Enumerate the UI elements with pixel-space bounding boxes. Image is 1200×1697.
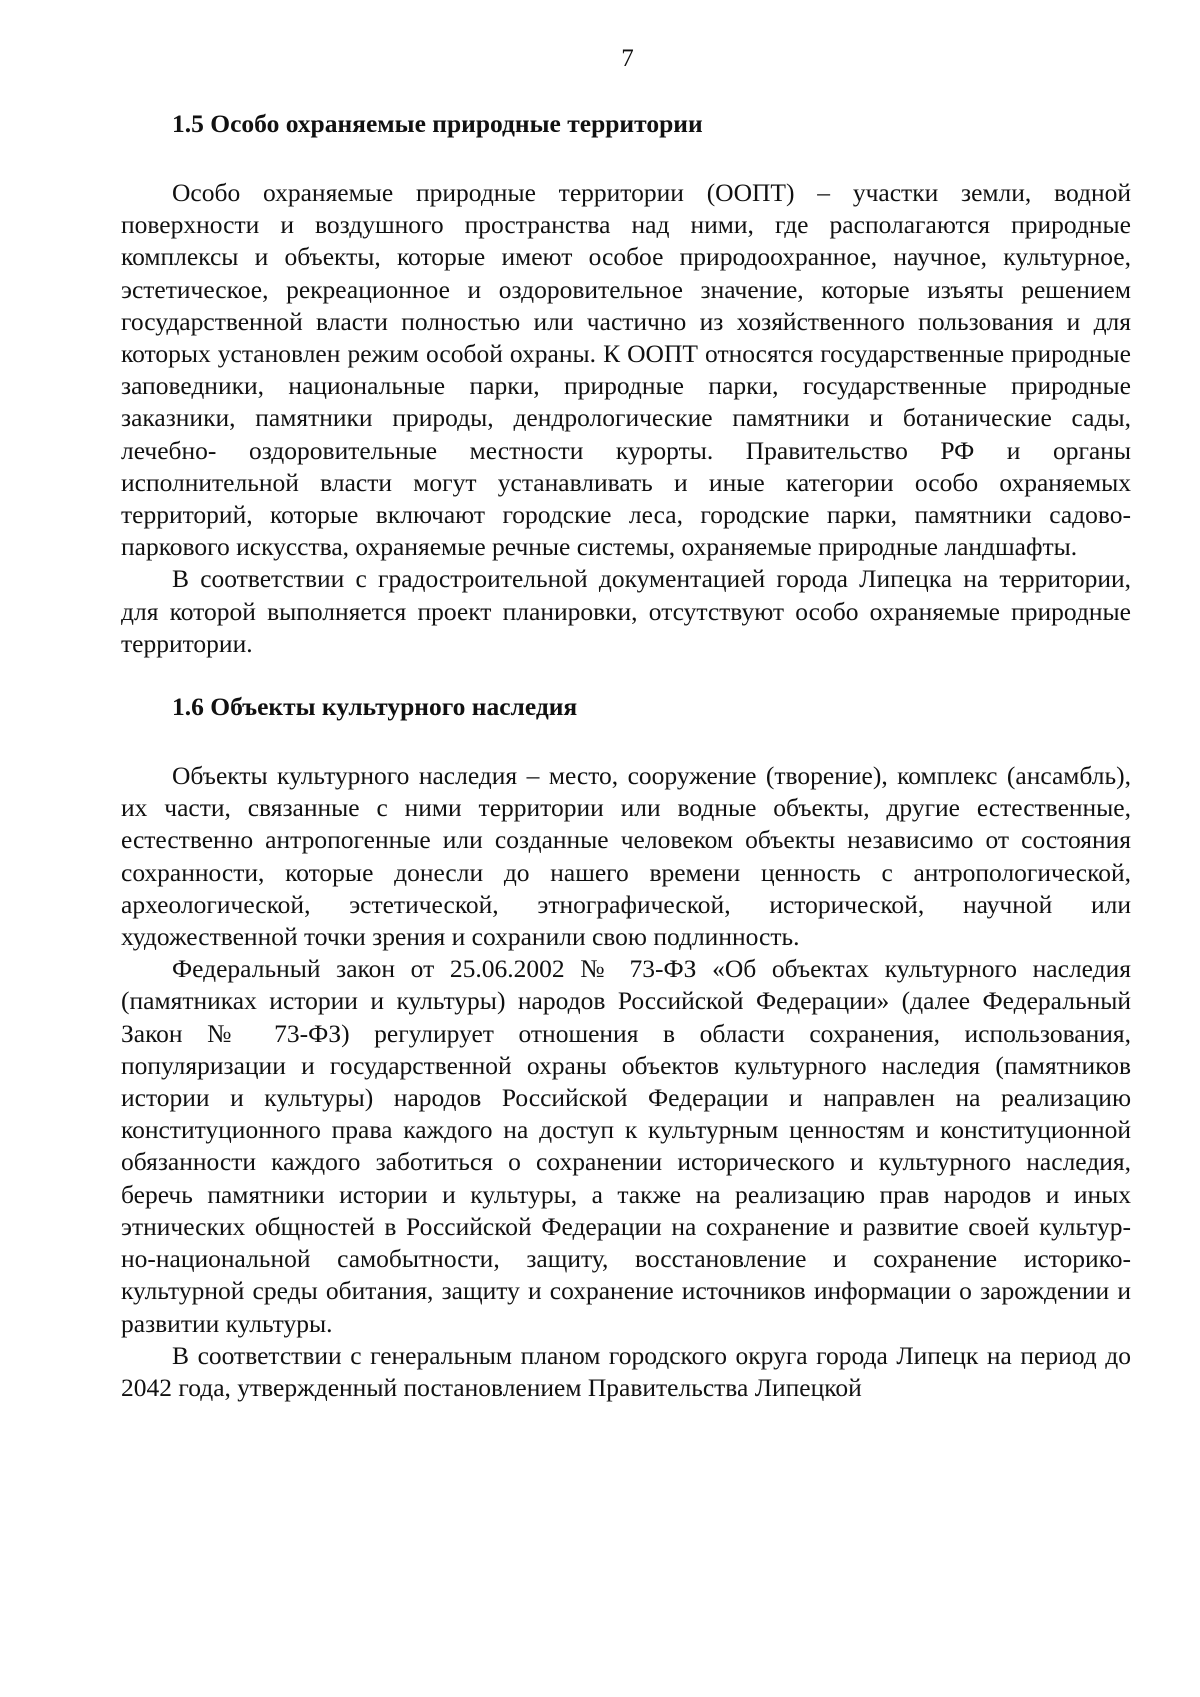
page-number: 7 [621,45,634,72]
paragraph-protected-areas-absence: В соответствии с градостроительной документацией города Липецка на территории, для которой выполняется проект планировки, отсутствуют особо охраняемые природные территории. [121,564,1131,658]
section-heading-cultural-heritage: 1.6 Объекты культурного наследия [172,692,578,722]
section-body-protected-areas [121,177,1131,660]
paragraph-federal-law: Федеральный закон от 25.06.2002 № 73-ФЗ «Об объектах культурного наследия (памятниках истории и культуры) народов Российской Федерации» (далее Федеральный Закон № 73-ФЗ) регулирует отношения в области сохранения, использования, популяризации и государственной охраны объектов культурного наследия (памятников истории и культуры) народов Российской Федерации и направлен на реализацию конституционного права каждого на доступ к культурным ценностям и конституционной обязанности каждого заботиться о сохранении исторического и культурного наследия, беречь памятники истории и культуры, а также на реализацию прав народов и иных этнических общностей в Российской Федерации на сохранение и развитие своей культур-но-национальной самобытности, защиту, восстановление и сохранение историко-культурной среды обитания, защиту и сохранение источников информации о зарождении и развитии культуры. [121,954,1131,1338]
paragraph-cultural-heritage-definition: Объекты культурного наследия – место, сооружение (творение), комплекс (ансамбль), их части, связанные с ними территории или водные объекты, другие естественные, естественно антропогенные или созданные человеком объекты независимо от состояния сохранности, которые донесли до нашего времени ценность с антропологической, археологической, эстетической, этнографической, исторической, научной или художественной точки зрения и сохранили свою подлинность. [121,761,1131,952]
section-heading-protected-areas: 1.5 Особо охраняемые природные территории [172,109,703,138]
paragraph-general-plan: В соответствии с генеральным планом городского округа города Липецк на период до 2042 года, утвержденный постановлением Правительства Липецкой [121,1340,1131,1402]
page-content [121,108,1131,1404]
paragraph-protected-areas-definition: Особо охраняемые природные территории (ООПТ) – участки земли, водной поверхности и воздушного пространства над ними, где располагаются природные комплексы и объекты, которые имеют особое природоохранное, научное, культурное, эстетическое, рекреационное и оздоровительное значение, которые изъяты решением государственной власти полностью или частично из хозяйственного пользования и для которых установлен режим особой охраны. К ООПТ относятся государственные природные заповедники, национальные парки, природные парки, государственные природные заказники, памятники природы, дендрологические памятники и ботанические сады, лечебно- оздоровительные местности курорты. Правительство РФ и органы исполнительной власти могут устанавливать и иные категории особо охраняемых территорий, которые включают городские леса, городские парки, памятники садово-паркового искусства, охраняемые речные системы, охраняемые природные ландшафты. [121,178,1131,562]
section-body-cultural-heritage [121,760,1131,1404]
